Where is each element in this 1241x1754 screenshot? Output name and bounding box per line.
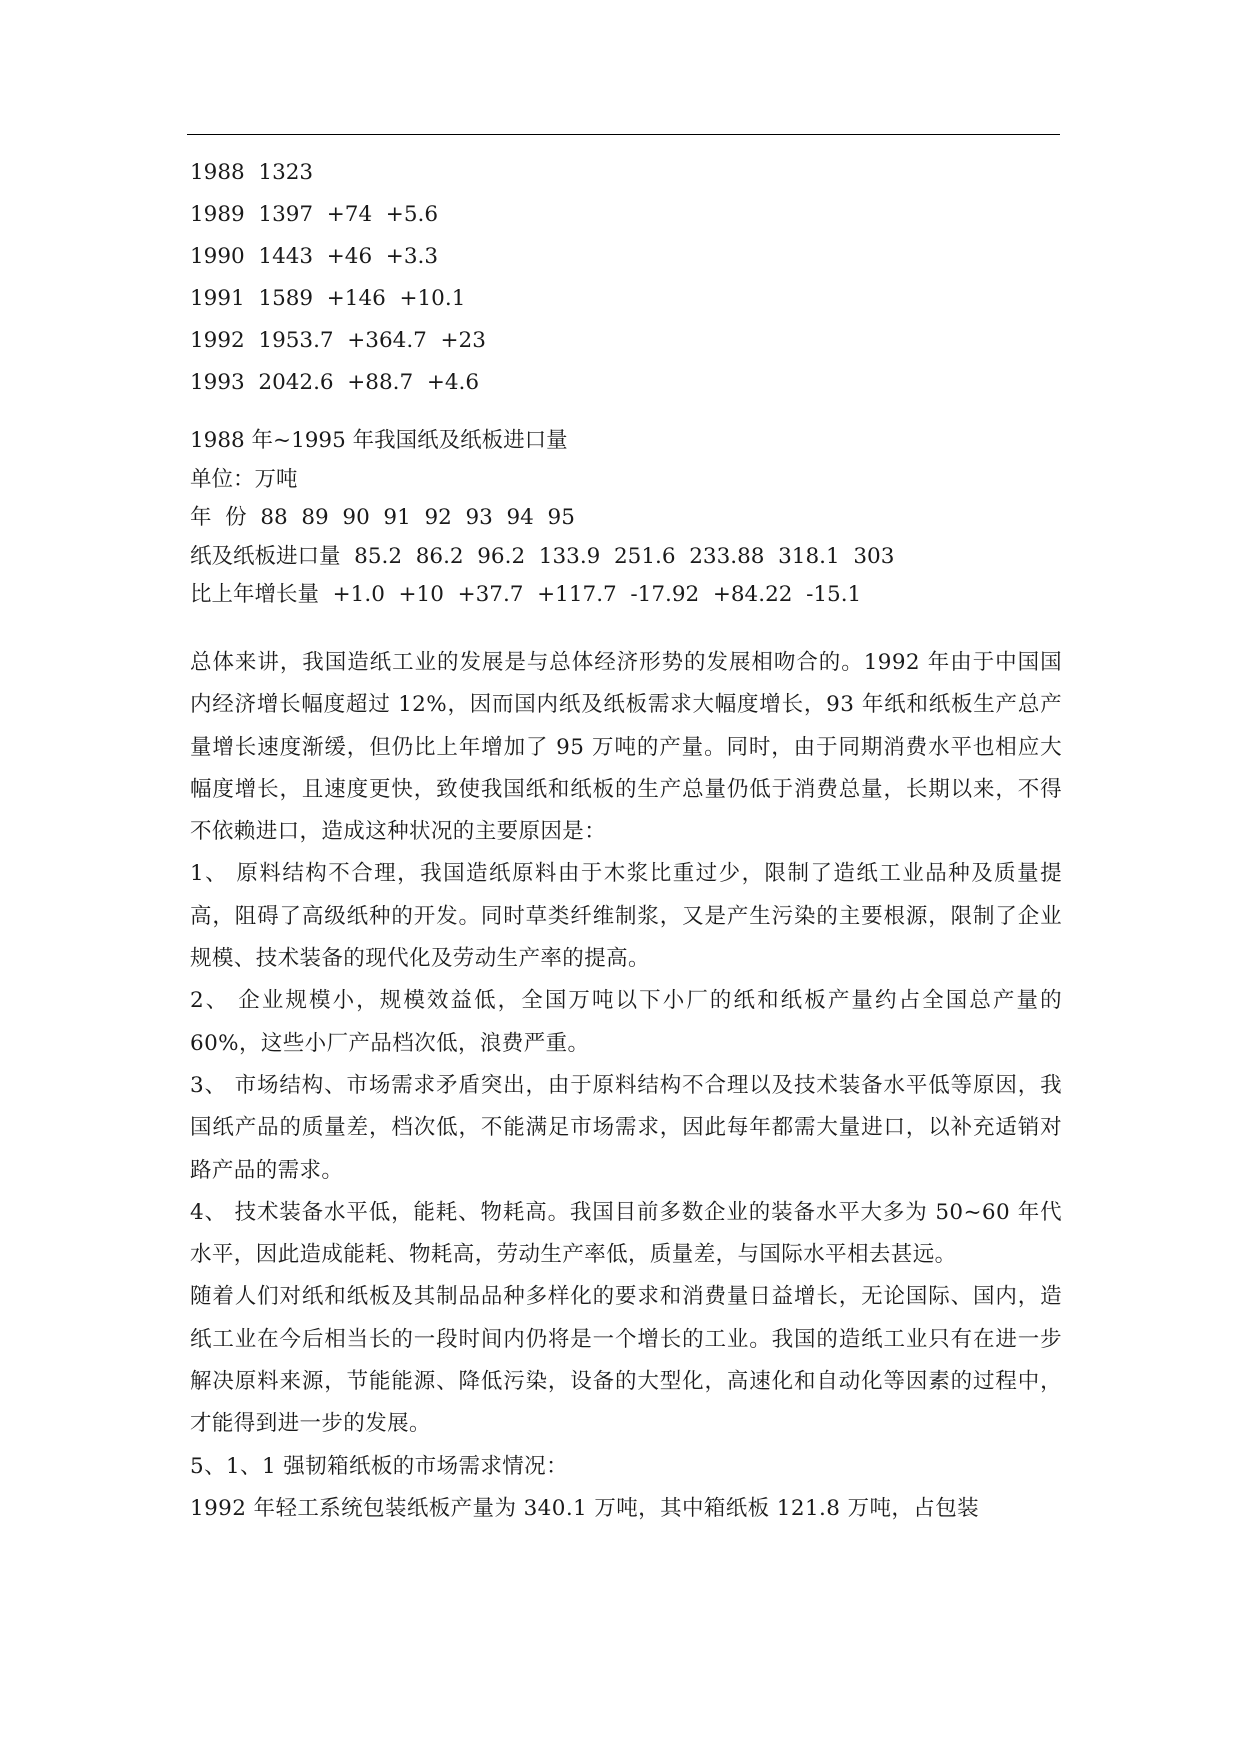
import-table-unit: 单位：万吨 bbox=[190, 466, 298, 492]
production-stats bbox=[190, 152, 1062, 404]
list-item-raw-materials: 1、 原料结构不合理，我国造纸原料由于木浆比重过少，限制了造纸工业品种及质量提高，阻碍了高级纸种的开发。同时草类纤维制浆，又是产生污染的主要根源，限制了企业规模、技术装备的现代化及劳动生产率的提高。 bbox=[190, 861, 1062, 972]
stats-line-1989: 1989 1397 +74 +5.6 bbox=[190, 202, 439, 227]
paragraph-packaging: 1992 年轻工系统包装纸板产量为 340.1 万吨，其中箱纸板 121.8 万吨，占包装 bbox=[190, 1495, 979, 1521]
import-table-volume-row: 纸及纸板进口量 85.2 86.2 96.2 133.9 251.6 233.88 318.1 303 bbox=[190, 543, 895, 569]
list-item-market-structure: 3、 市场结构、市场需求矛盾突出，由于原料结构不合理以及技术装备水平低等原因，我国纸产品的质量差，档次低，不能满足市场需求，因此每年都需大量进口，以补充适销对路产品的需求。 bbox=[190, 1072, 1062, 1183]
body-text bbox=[190, 642, 1062, 1530]
list-item-enterprise-scale: 2、 企业规模小，规模效益低，全国万吨以下小厂的纸和纸板产量约占全国总产量的 60%，这些小厂产品档次低，浪费严重。 bbox=[190, 988, 1062, 1056]
document-body bbox=[190, 152, 1062, 1530]
stats-line-1990: 1990 1443 +46 +3.3 bbox=[190, 244, 439, 269]
import-table-years-row: 年 份 88 89 90 91 92 93 94 95 bbox=[190, 505, 575, 531]
import-table bbox=[190, 422, 1062, 615]
stats-line-1991: 1991 1589 +146 +10.1 bbox=[190, 286, 466, 311]
import-table-title: 1988 年~1995 年我国纸及纸板进口量 bbox=[190, 428, 568, 453]
stats-line-1992: 1992 1953.7 +364.7 +23 bbox=[190, 328, 486, 353]
stats-line-1988: 1988 1323 bbox=[190, 160, 314, 185]
paragraph-outlook: 随着人们对纸和纸板及其制品品种多样化的要求和消费量日益增长，无论国际、国内，造纸工业在今后相当长的一段时间内仍将是一个增长的工业。我国的造纸工业只有在进一步解决原料来源，节能能源、降低污染，设备的大型化，高速化和自动化等因素的过程中，才能得到进一步的发展。 bbox=[190, 1284, 1062, 1437]
list-item-equipment-level: 4、 技术装备水平低，能耗、物耗高。我国目前多数企业的装备水平大多为 50~60 年代水平，因此造成能耗、物耗高，劳动生产率低，质量差，与国际水平相去甚远。 bbox=[190, 1199, 1062, 1268]
paragraph-overview: 总体来讲，我国造纸工业的发展是与总体经济形势的发展相吻合的。1992 年由于中国国内经济增长幅度超过 12%，因而国内纸及纸板需求大幅度增长，93 年纸和纸板生产总产量增长速度渐缓，但仍比上年增加了 95 万吨的产量。同时，由于同期消费水平也相应大幅度增长，且速度更快，致使我国纸和纸板的生产总量仍低于消费总量，长期以来，不得不依赖进口，造成这种状况的主要原因是： bbox=[190, 649, 1062, 845]
header-rule bbox=[187, 134, 1060, 135]
import-table-growth-row: 比上年增长量 +1.0 +10 +37.7 +117.7 -17.92 +84.22 -15.1 bbox=[190, 582, 862, 608]
section-heading: 5、1、1 强韧箱纸板的市场需求情况： bbox=[190, 1453, 568, 1479]
stats-line-1993: 1993 2042.6 +88.7 +4.6 bbox=[190, 370, 480, 395]
